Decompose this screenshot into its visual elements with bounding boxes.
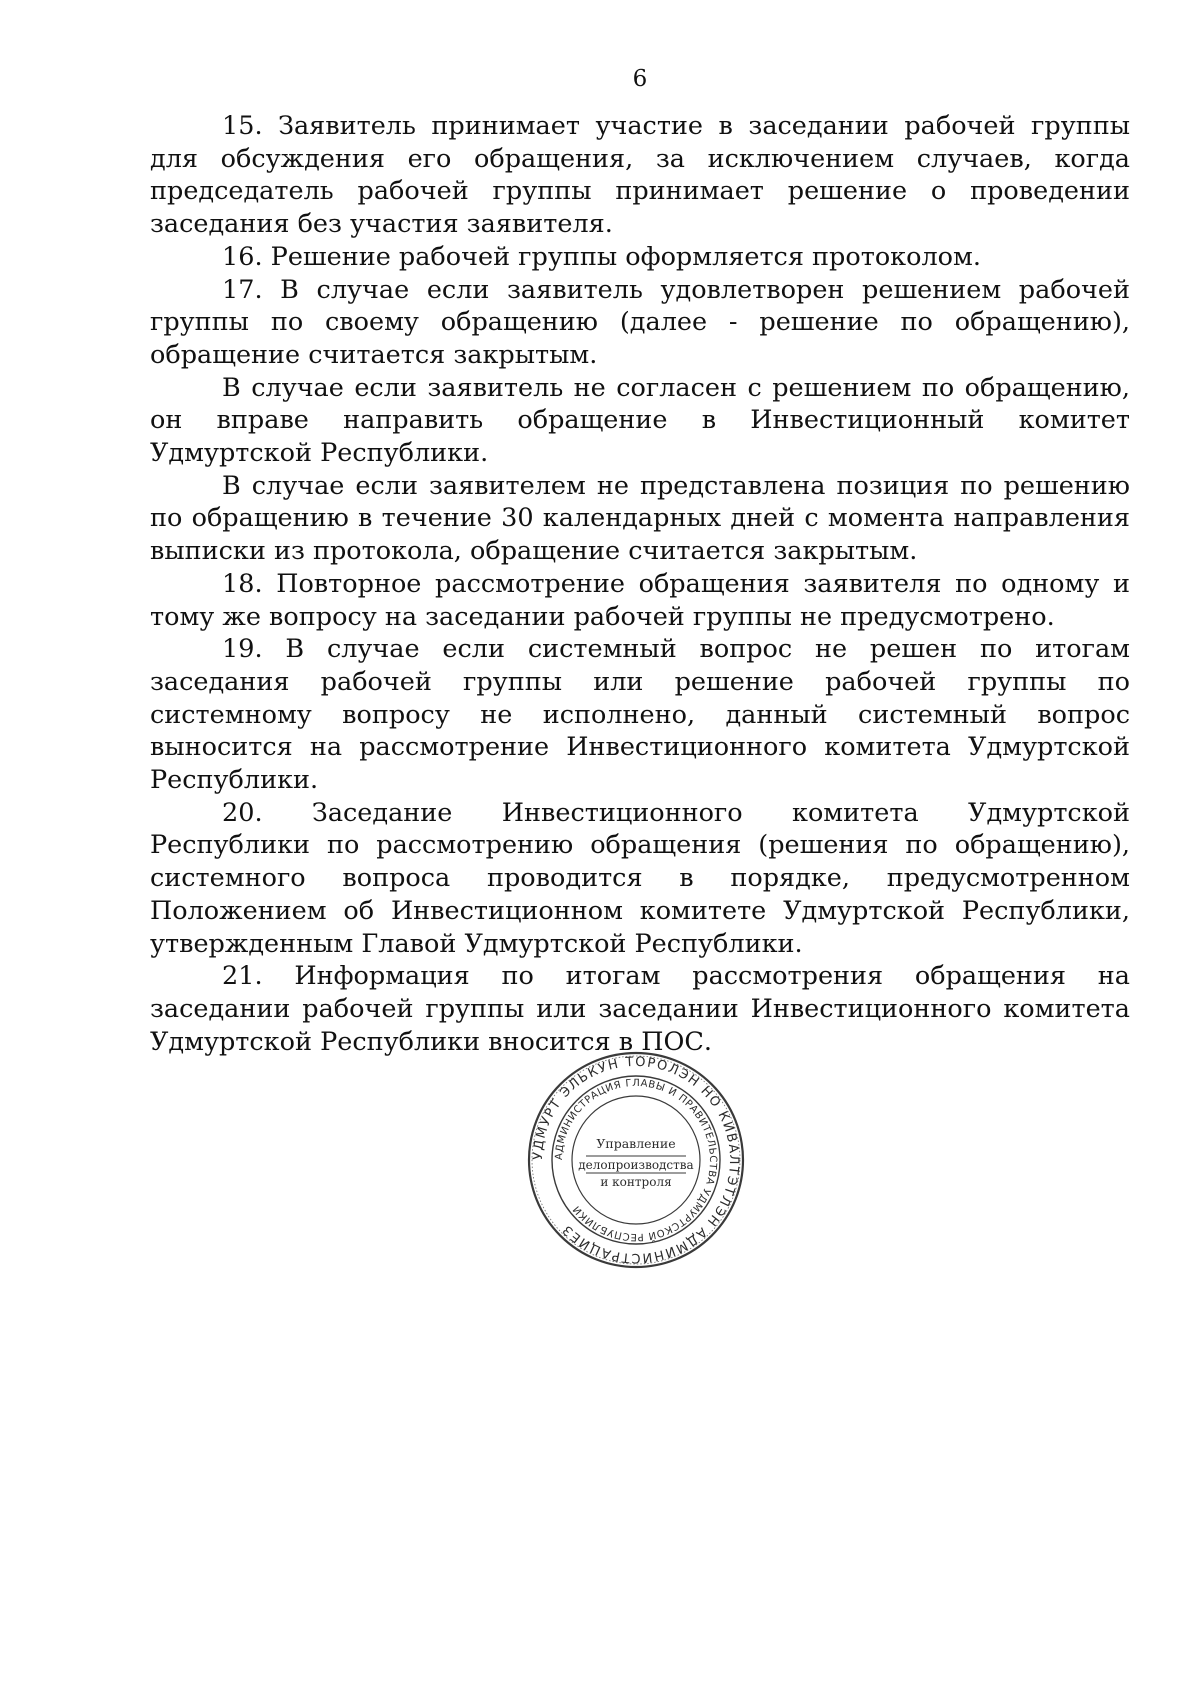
- stamp-seal-icon: [526, 1050, 746, 1270]
- paragraph-16: 16. Решение рабочей группы оформляется протоколом.: [222, 241, 981, 272]
- paragraph-19: 19. В случае если системный вопрос не решен по итогам заседания рабочей группы или решение рабочей группы по системному вопросу не исполнено, данный системный вопрос выносится на рассмотрение Инвестиционного комитета Удмуртской Республики.: [150, 634, 1130, 796]
- paragraph-17-disagree: В случае если заявитель не согласен с решением по обращению, он вправе направить обращение в Инвестиционный комитет Удмуртской Республики.: [150, 372, 1130, 469]
- stamp-center-line-1: Управление: [596, 1136, 676, 1151]
- stamp-center-line-3: и контроля: [600, 1175, 672, 1189]
- official-stamp: [526, 1050, 746, 1270]
- page-number: 6: [632, 66, 648, 92]
- paragraph-15: 15. Заявитель принимает участие в заседании рабочей группы для обсуждения его обращения, за исключением случаев, когда председатель рабочей группы принимает решение о проведении заседания без участия заявителя.: [150, 111, 1130, 240]
- stamp-center-line-2: делопроизводства: [578, 1158, 694, 1172]
- stamp-inner-text: АДМИНИСТРАЦИЯ ГЛАВЫ И ПРАВИТЕЛЬСТВА УДМУРТСКОЙ РЕСПУБЛИКИ: [553, 1077, 719, 1243]
- stamp-outer-text: УДМУРТ ЭЛЬКУН ТОРОЛЭН НО КИВАЛТЭТЛЭН АДМИНИСТРАЦИЕЗ: [530, 1054, 742, 1266]
- paragraph-21: 21. Информация по итогам рассмотрения обращения на заседании рабочей группы или заседании Инвестиционного комитета Удмуртской Республики вносится в ПОС.: [150, 961, 1130, 1057]
- document-body: [150, 110, 1130, 1058]
- paragraph-18: 18. Повторное рассмотрение обращения заявителя по одному и тому же вопросу на заседании рабочей группы не предусмотрено.: [150, 568, 1130, 632]
- paragraph-20: 20. Заседание Инвестиционного комитета Удмуртской Республики по рассмотрению обращения (решения по обращению), системного вопроса проводится в порядке, предусмотренном Положением об Инвестиционном комитете Удмуртской Республики, утвержденным Главой Удмуртской Республики.: [150, 797, 1130, 959]
- paragraph-17: 17. В случае если заявитель удовлетворен решением рабочей группы по своему обращению (далее - решение по обращению), обращение считается закрытым.: [150, 274, 1130, 370]
- paragraph-17-no-position: В случае если заявителем не представлена позиция по решению по обращению в течение 30 календарных дней с момента направления выписки из протокола, обращение считается закрытым.: [150, 470, 1130, 567]
